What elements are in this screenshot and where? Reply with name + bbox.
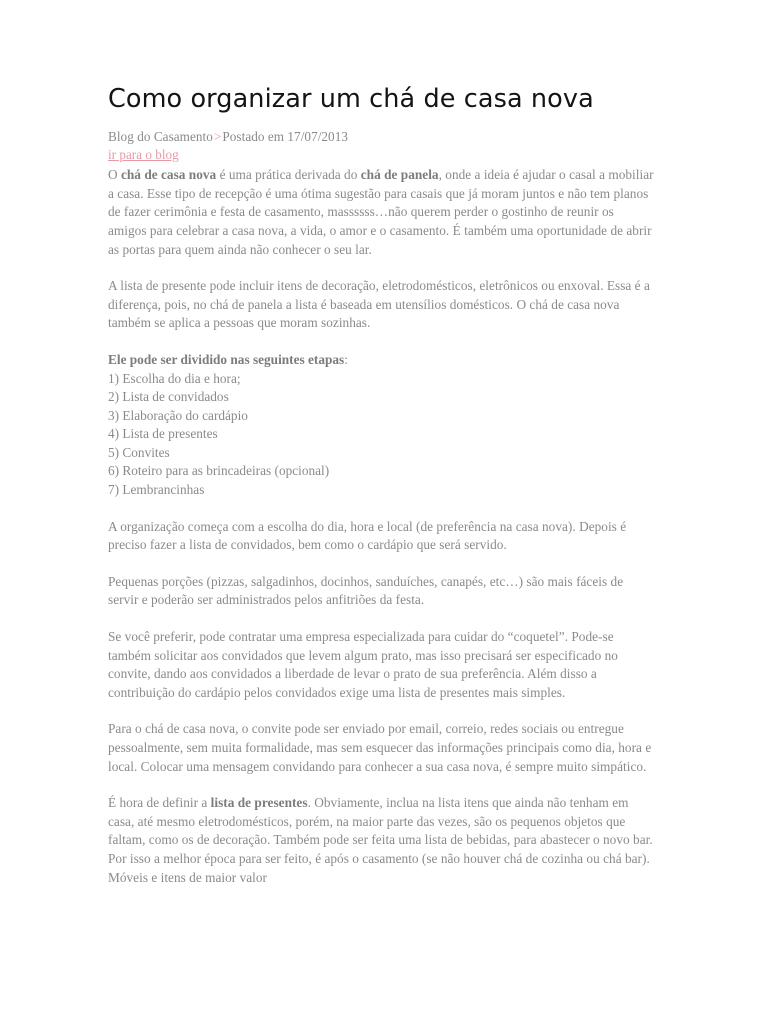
intro-text-b: é uma prática derivada do — [216, 167, 361, 183]
intro-text-c: , onde a ideia é ajudar o casal a mobiliar a casa. Esse tipo de recepção é uma ótima sugestão para casais que já moram juntos e não tem planos de fazer cerimônia e festa de casamento, massssss…não querem perder o gostinho de reunir os amigos para celebrar a casa nova, a vida, o amor e o casamento. É também uma oportunidade de abrir as portas para quem ainda não conhecer o seu lar. — [108, 167, 654, 257]
paragraph-gift-registry — [108, 794, 655, 887]
intro-text-a: O — [108, 167, 121, 183]
registry-bold-lista-presentes: lista de presentes — [210, 795, 308, 811]
paragraph-organization: A organização começa com a escolha do dia, hora e local (de preferência na casa nova). Depois é preciso fazer a lista de convidados, bem como o cardápio que será servido. — [108, 518, 627, 553]
paragraph-catering: Se você preferir, pode contratar uma empresa especializada para cuidar do “coquetel”. Pode-se também solicitar aos convidados que levem algum prato, mas isso precisará ser especificado no convite, dando aos convidados a liberdade de levar o prato de sua preferência. Além disso a contribuição do cardápio pelos convidados exige uma lista de presentes mais simples. — [108, 629, 618, 700]
byline-separator: > — [213, 129, 222, 145]
steps-heading — [108, 351, 655, 370]
byline-posted-date: Postado em 17/07/2013 — [222, 129, 348, 145]
paragraph-gift-list: A lista de presente pode incluir itens de decoração, eletrodomésticos, eletrônicos ou enxoval. Essa é a diferença, pois, no chá de panela a lista é baseada em utensílios domésticos. O chá de casa nova também se aplica a pessoas que moram sozinhas. — [108, 278, 650, 331]
list-item: 6) Roteiro para as brincadeiras (opcional) — [108, 463, 330, 479]
paragraph-invitations: Para o chá de casa nova, o convite pode ser enviado por email, correio, redes sociais ou entregue pessoalmente, sem muita formalidade, mas sem esquecer das informações principais como dia, hora e local. Colocar uma mensagem convidando para conhecer a sua casa nova, é sempre muito simpático. — [108, 721, 652, 774]
list-item: 2) Lista de convidados — [108, 389, 229, 405]
steps-list — [108, 370, 655, 500]
list-item: 5) Convites — [108, 444, 170, 460]
page-title: Como organizar um chá de casa nova — [108, 84, 594, 114]
byline — [108, 128, 655, 145]
list-item: 3) Elaboração do cardápio — [108, 407, 248, 423]
list-item: 7) Lembrancinhas — [108, 482, 205, 498]
list-item: 1) Escolha do dia e hora; — [108, 370, 241, 386]
intro-bold-cha-panela: chá de panela — [360, 167, 439, 183]
paragraph-intro — [108, 166, 655, 259]
registry-text-a: É hora de definir a — [108, 795, 211, 811]
byline-source: Blog do Casamento — [108, 129, 213, 145]
paragraph-portions: Pequenas porções (pizzas, salgadinhos, docinhos, sanduíches, canapés, etc…) são mais fáceis de servir e poderão ser administrados pelos anfitriões da festa. — [108, 573, 624, 608]
list-item: 4) Lista de presentes — [108, 426, 218, 442]
steps-heading-colon: : — [344, 351, 348, 367]
steps-heading-bold: Ele pode ser dividido nas seguintes etapas — [108, 351, 345, 367]
go-to-blog-link[interactable]: ir para o blog — [108, 146, 179, 162]
registry-text-b: . Obviamente, inclua na lista itens que ainda não tenham em casa, até mesmo eletrodomésticos, porém, na maior parte das vezes, são os pequenos objetos que faltam, como os de decoração. Também pode ser feita uma lista de bebidas, para abastecer o novo bar. Por isso a melhor época para ser feito, é após o casamento (se não houver chá de cozinha ou chá bar). Móveis e itens de maior valor — [108, 795, 653, 885]
intro-bold-cha-casa-nova: chá de casa nova — [120, 167, 217, 183]
